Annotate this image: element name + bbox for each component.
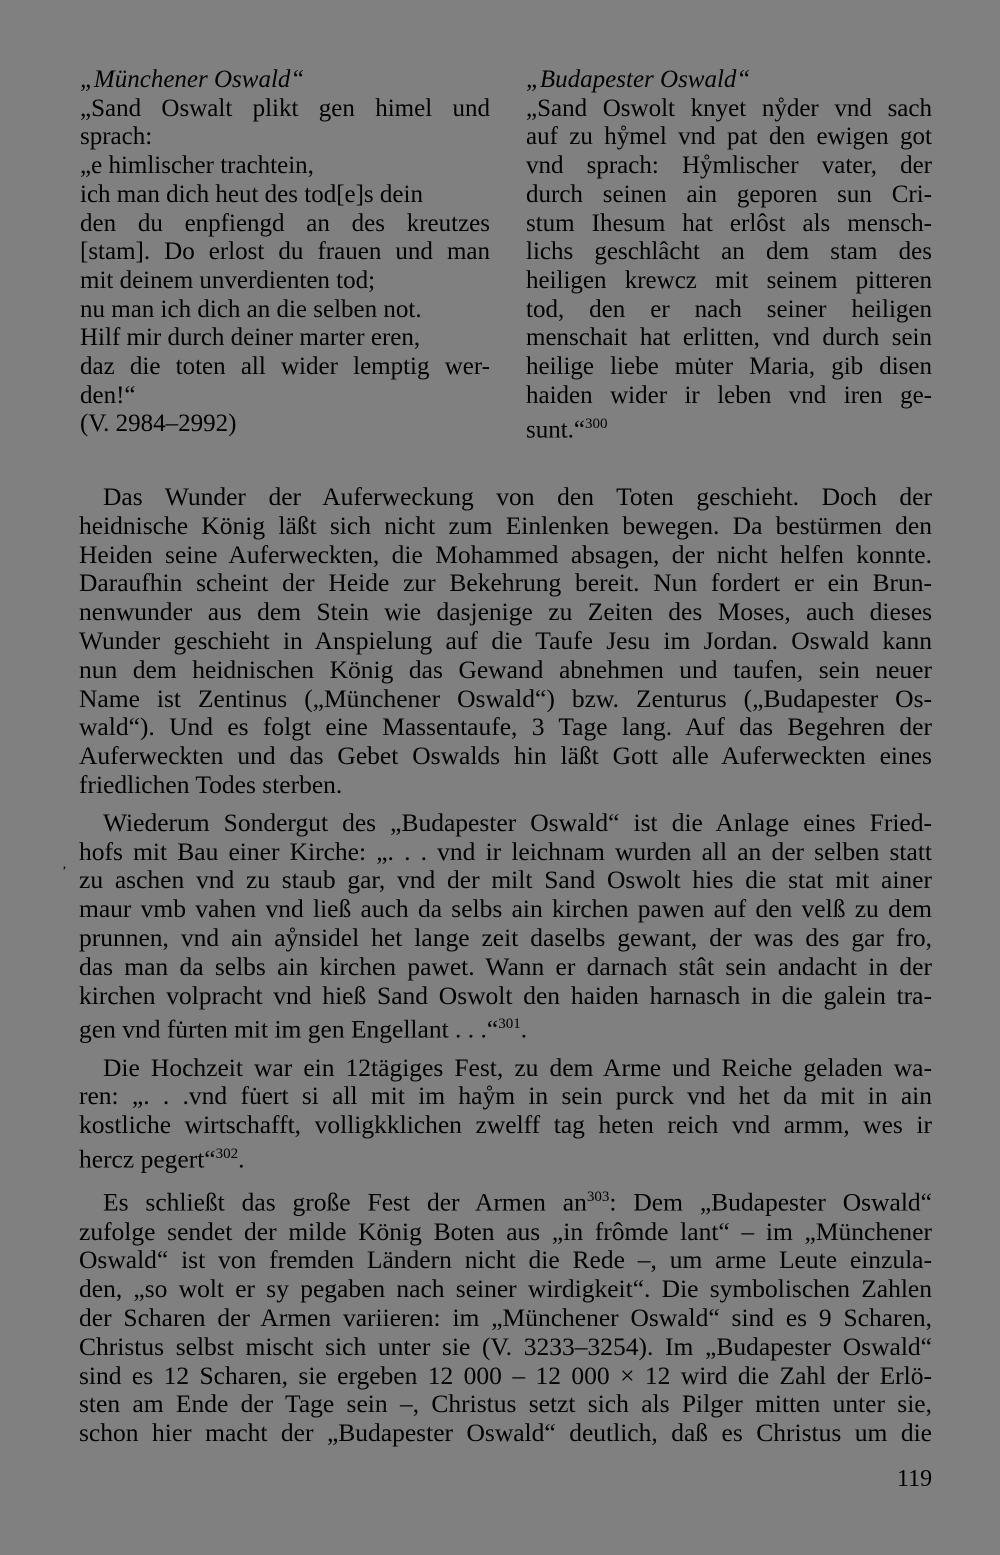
paragraph-line-text: Es schließt das große Fest der Armen an [103,1187,587,1217]
paragraph-line: nun dem heidnischen König das Gewand abnehmen und taufen, sein neuer [79,654,932,684]
quote-line: „Sand Oswolt knyet nẙder vnd sach [526,94,932,122]
quote-line: auf zu hẙmel vnd pat den ewigen got [526,123,932,151]
paragraph-line: Heiden seine Auferweckten, die Mohammed absagen, der nicht helfen konnte. [79,539,932,569]
quote-line: den!“ [80,381,136,409]
quote-line: tod, den er nach seiner heiligen [526,295,932,323]
margin-mark: ‚ [62,857,67,872]
quote-line: Hilf mir durch deiner marter eren, [80,324,421,352]
paragraph-line-text: hercz pegert“ [79,1144,216,1174]
quote-line: daz die toten all wider lemptig wer- [80,353,490,381]
footnote-ref: 302 [215,1146,239,1163]
quote-line-text: sunt.“ [526,416,586,444]
quote-line: heiligen krewcz mit seinem pitteren [526,266,932,294]
paragraph [79,483,932,800]
page-number: 119 [897,1466,933,1492]
footnote-ref: 303 [586,1189,610,1206]
paragraph-line: prunnen, vnd ain aẙnsidel het lange zeit daselbs gewant, der was des gar fro, [79,922,932,952]
paragraph-line: schon hier macht der „Budapester Oswald“ deutlich, daß es Christus um die [79,1418,932,1448]
left-column-quote [80,66,490,439]
paragraph-line [79,1183,932,1217]
left-column-heading: „Münchener Oswald“ [80,66,305,93]
paragraph-line [79,1140,932,1174]
paragraph-line: Name ist Zentinus („Münchener Oswald“) bzw. Zenturus („Budapester Os- [79,683,932,713]
quote-line: „e himlischer trachtein, [80,152,314,180]
quote-line-last [526,410,932,445]
paragraph-line: Wiederum Sondergut des „Budapester Oswald“ ist die Anlage eines Fried- [103,807,932,837]
paragraph-line-text: gen vnd fu̇rten mit im gen Engellant . . .“ [79,1014,499,1044]
paragraph [79,809,932,1045]
quote-line: [stam]. Do erlost du frauen und man [80,238,490,266]
quote-line: ich man dich heut des tod[e]s dein [80,180,423,208]
verse-reference: (V. 2984–2992) [80,410,237,438]
quote-line: menschait hat erlitten, vnd durch sein [526,324,932,352]
paragraph-line [79,1010,932,1044]
paragraph-line: zu aschen vnd zu staub gar, vnd der milt Sand Oswolt hies die stat mit ainer [79,865,932,895]
punctuation: . [520,1014,528,1044]
paragraph-line: Wunder geschieht in Anspielung auf die Taufe Jesu im Jordan. Oswald kann [79,625,932,655]
paragraph-line: das man da selbs ain kirchen pawet. Wann er darnach stât sein andacht in der [79,951,932,981]
quote-line: den du enpfiengd an des kreutzes [80,209,490,237]
paragraph-line: hofs mit Bau einer Kirche: „. . . vnd ir leichnam wurden all an der selben statt [79,836,932,866]
paragraph-line: kostliche wirtschafft, volligkklichen zwelff tag heten reich vnd armm, wes ir [79,1110,932,1140]
quote-line: vnd sprach: Hẙmlischer vater, der [526,152,932,180]
paragraph-line: kirchen volpracht vnd hieß Sand Oswolt den haiden harnasch in die galein tra- [79,980,932,1010]
paragraph-line: Daraufhin scheint der Heide zur Bekehrung bereit. Nun fordert er ein Brun- [79,568,932,598]
paragraph-line: Oswald“ ist von fremden Ländern nicht die Rede –, um arme Leute einzula- [79,1245,932,1275]
paragraph-line: sten am Ende der Tage sein –, Christus setzt sich als Pilger mitten unter sie, [79,1389,932,1419]
punctuation: . [238,1144,245,1174]
paragraph-line: Auferweckten und das Gebet Oswalds hin läßt Gott alle Auferweckten eines [79,741,932,771]
quote-line: stum Ihesum hat erlôst als mensch- [526,209,932,237]
paragraph-line: Das Wunder der Auferweckung von den Toten geschieht. Doch der [103,482,932,511]
paragraph-line: Die Hochzeit war ein 12tägiges Fest, zu dem Arme und Reiche geladen wa- [103,1052,932,1082]
right-column-heading: „Budapester Oswald“ [526,66,751,93]
paragraph-line: sind es 12 Scharen, sie ergeben 12 000 – 12 000 × 12 wird die Zahl der Erlö- [79,1360,932,1390]
paragraph-line-text: : Dem „Budapester Oswald“ [609,1187,932,1217]
quote-line: lichs geschlâcht an dem stam des [526,238,932,266]
paragraph-line: maur vmb vahen vnd ließ auch da selbs ain kirchen pawen auf den velß zu dem [79,894,932,924]
paragraph [79,1054,932,1175]
quote-line: heilige liebe mu̇ter Maria, gib disen [526,353,932,381]
quote-line: „Sand Oswalt plikt gen himel und [80,94,490,122]
paragraph-line: heidnische König läßt sich nicht zum Einlenken bewegen. Da bestürmen den [79,510,932,540]
paragraph-line: nenwunder aus dem Stein wie dasjenige zu Zeiten des Moses, auch dieses [79,597,932,627]
paragraph-line: Christus selbst mischt sich unter sie (V. 3233–3254). Im „Budapester Oswald“ [79,1331,932,1361]
footnote-ref: 300 [585,416,608,433]
paragraph-line: den, „so wolt er sy pegaben nach seiner wirdigkeit“. Die symbolischen Zahlen [79,1274,932,1304]
quote-line: durch seinen ain geporen sun Cri- [526,180,932,208]
right-column-quote [526,66,932,445]
quote-line: nu man ich dich an die selben not. [80,295,422,323]
footnote-ref: 301 [498,1016,521,1033]
paragraph-line: zufolge sendet der milde König Boten aus „in frômde lant“ – im „Münchener [79,1216,932,1246]
quote-line: haiden wider ir leben vnd iren ge- [526,381,932,409]
paragraph-line: friedlichen Todes sterben. [79,769,343,799]
paragraph-line: wald“). Und es folgt eine Massentaufe, 3 Tage lang. Auf das Begehren der [79,712,932,742]
paragraph-line: ren: „. . .vnd fu̇ert si all mit im haẙm in sein purck vnd het da mit in ain [79,1081,932,1111]
paragraph-line: der Scharen der Armen variieren: im „Münchener Oswald“ sind es 9 Scharen, [79,1303,932,1333]
quote-line: sprach: [80,123,153,151]
paragraph [79,1183,932,1448]
body-text [79,483,932,1457]
quote-line: mit deinem unverdienten tod; [80,266,376,294]
